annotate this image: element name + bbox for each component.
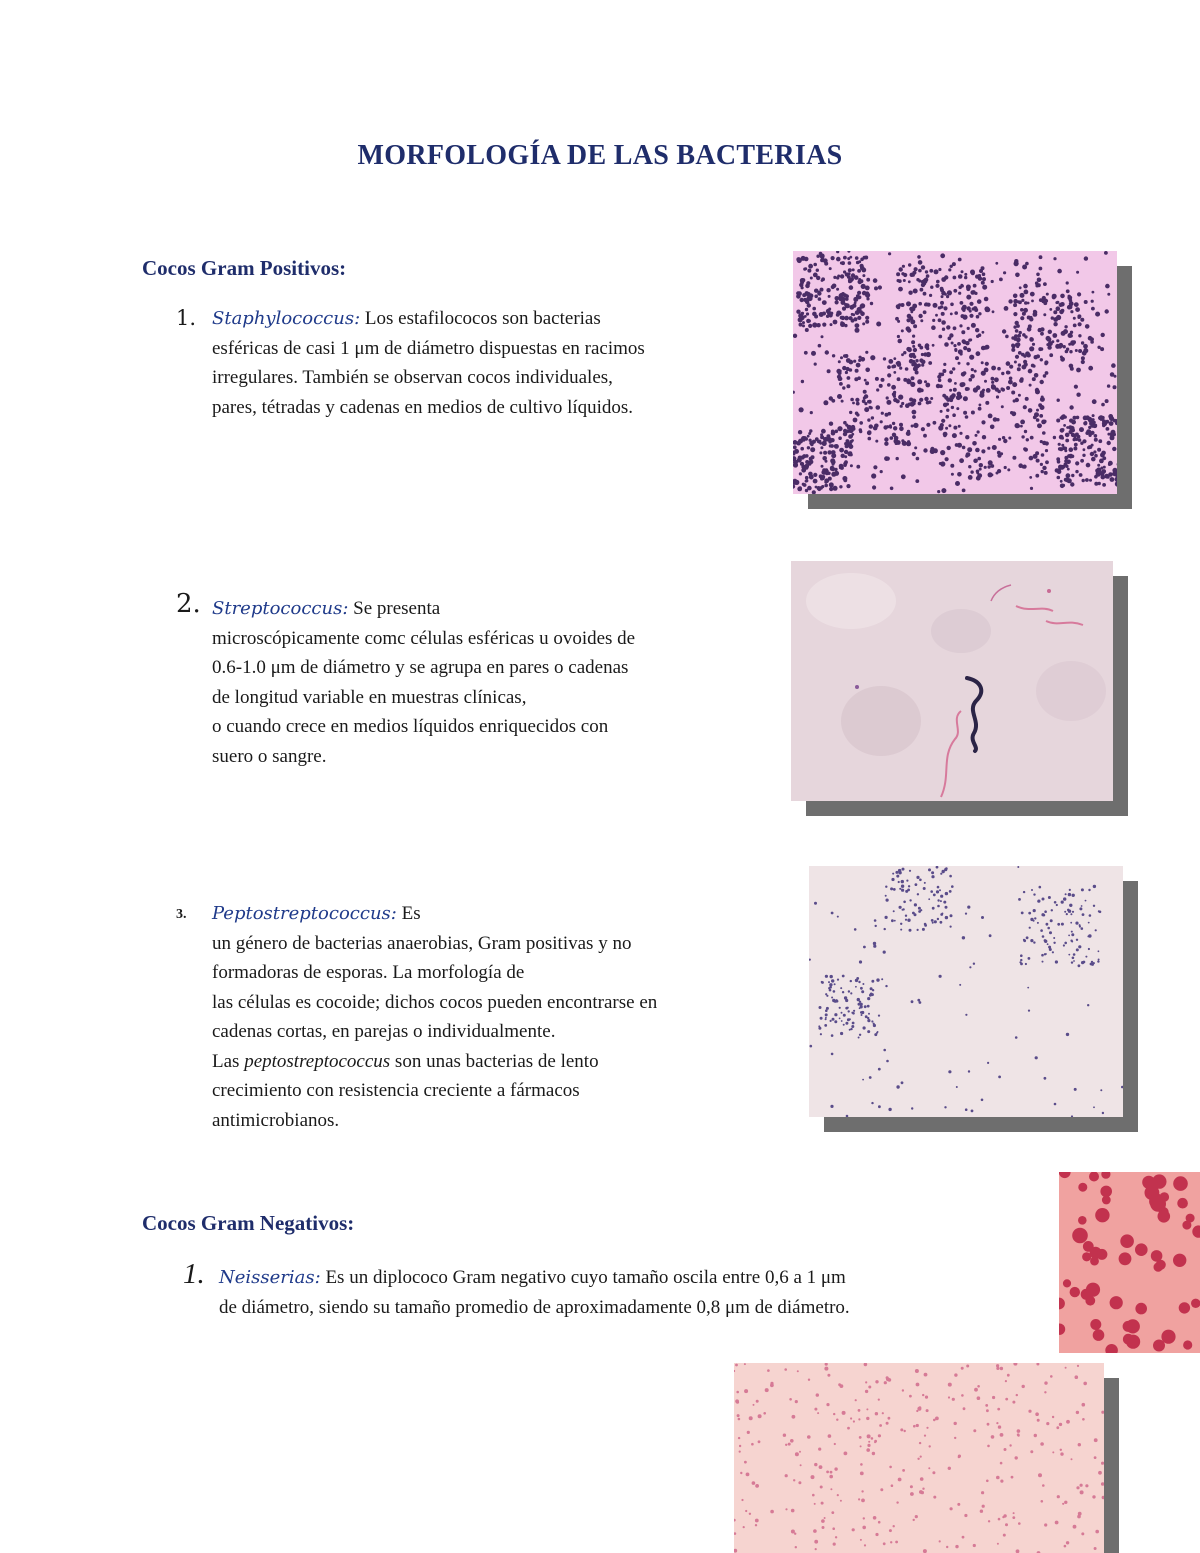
- section-heading-negative: Cocos Gram Negativos:: [142, 1211, 355, 1235]
- item-text-line: Los estafilococos son bacterias: [360, 308, 601, 329]
- streptococcus-micrograph: [791, 561, 1113, 801]
- genus-name: Peptostreptococcus:: [212, 903, 397, 924]
- item-text-line: Se presenta: [348, 598, 441, 619]
- neisseria-image: [1059, 1172, 1200, 1353]
- item-number: 2.: [176, 589, 201, 619]
- item-staphylococcus: [212, 304, 645, 422]
- photo-image: [1059, 1172, 1200, 1353]
- item-text-line: antimicrobianos.: [212, 1109, 340, 1131]
- item-text-line: pares, tétradas y cadenas en medios de cultivo líquidos.: [212, 396, 634, 418]
- item-text-line: formadoras de esporas. La morfología de: [212, 962, 525, 983]
- item-neisserias: [219, 1263, 850, 1322]
- item-text-line: o cuando crece en medios líquidos enriquecidos con: [212, 716, 609, 737]
- item-text-line: microscópicamente comc células esféricas u ovoides de: [212, 627, 636, 649]
- photo-image: [734, 1363, 1104, 1553]
- item-text-line: Es: [396, 903, 421, 924]
- page-title: MORFOLOGÍA DE LAS BACTERIAS: [357, 140, 843, 171]
- item-text-line: crecimiento con resistencia creciente a fármacos: [212, 1080, 580, 1101]
- staphylococcus-image: [793, 251, 1117, 494]
- item-italic-term: peptostreptococcus: [244, 1050, 391, 1072]
- neisseria-culture-image: [734, 1363, 1104, 1553]
- streptococcus-image: [791, 561, 1113, 801]
- item-text-segment: son unas bacterias de lento: [390, 1050, 599, 1072]
- item-text-line: [212, 1047, 657, 1077]
- genus-name: Staphylococcus:: [212, 308, 361, 329]
- item-text-line: las células es cocoide; dichos cocos pueden encontrarse en: [212, 991, 658, 1013]
- photo-image: [793, 251, 1117, 494]
- section-heading-positive: Cocos Gram Positivos:: [142, 256, 347, 280]
- item-streptococcus: [212, 594, 635, 771]
- peptostreptococcus-micrograph: [809, 866, 1123, 1117]
- item-text-line: un género de bacterias anaerobias, Gram positivas y no: [212, 932, 632, 954]
- genus-name: Streptococcus:: [212, 598, 349, 619]
- photo-image: [791, 561, 1113, 801]
- staphylococcus-micrograph: [793, 251, 1117, 494]
- item-text-segment: Las: [212, 1050, 245, 1072]
- item-text-line: irregulares. También se observan cocos individuales,: [212, 367, 613, 388]
- neisseria-culture-micrograph: [734, 1363, 1104, 1553]
- item-peptostreptococcus: [212, 899, 657, 1135]
- item-text-line: esféricas de casi 1 μm de diámetro dispuestas en racimos: [212, 337, 645, 359]
- genus-name: Neisserias:: [219, 1267, 321, 1288]
- peptostreptococcus-image: [809, 866, 1123, 1117]
- item-text-line: suero o sangre.: [212, 745, 327, 767]
- item-text-line: Es un diplococo Gram negativo cuyo tamaño oscila entre 0,6 a 1 μm: [320, 1267, 846, 1288]
- item-number: 3.: [176, 907, 187, 922]
- item-text-line: de diámetro, siendo su tamaño promedio de aproximadamente 0,8 μm de diámetro.: [219, 1296, 850, 1318]
- item-text-line: 0.6-1.0 μm de diámetro y se agrupa en pares o cadenas: [212, 657, 629, 678]
- item-number: 1.: [183, 1258, 205, 1290]
- neisseria-micrograph: [1059, 1172, 1200, 1353]
- item-text-line: de longitud variable en muestras clínicas,: [212, 686, 527, 708]
- photo-image: [809, 866, 1123, 1117]
- item-text-line: cadenas cortas, en parejas o individualmente.: [212, 1021, 556, 1042]
- item-number: 1.: [176, 306, 197, 330]
